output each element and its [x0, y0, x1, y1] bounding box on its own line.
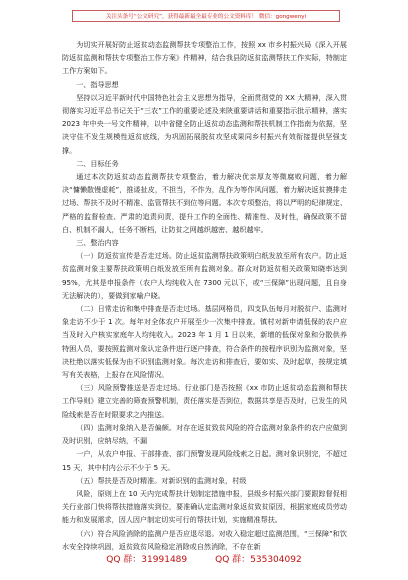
document-body — [62, 38, 347, 553]
body-paragraph: 坚持以习近平新时代中国特色社会主义思想为指导，全面贯彻党的 XX 大精神，深入贯彻落实习近平总书记关于“三农”工作的重要论述及来陕重要讲话和重要指示批示精神，落实 2023 年中央一号文件精神，以中省健全防止返贫动态监测和帮扶机制工作指南为依据，坚决守住不发生规模性返贫底线，为巩固拓展脱贫攻坚成果同乡村振兴有效衔接提供坚强支撑。 — [62, 92, 347, 155]
footer-contact — [0, 552, 408, 565]
body-paragraph: （四）监测对象纳入是否偏颇。对存在返贫致贫风险的符合监测对象条件的农户应做到及时识别，应纳尽纳，不漏 — [62, 422, 347, 446]
section-heading: 二、目标任务 — [76, 158, 119, 168]
body-paragraph: 一户，从农户申报、干部排查、部门预警发现风险线索之日起。测对象识别完，不超过 15 天，其中村内公示不少于 5 天。 — [62, 449, 347, 472]
body-paragraph: （六）符合风险消除的监测户是否应退尽退。对收入稳定超过监测范围，“三保障”和饮水安全持续巩固，返贫致贫风险稳定消除或自然消除，不存在新 — [62, 528, 347, 551]
intro-paragraph: 为切实开展好防止返贫动态监测帮扶专项整治工作，按照 xx 市乡村振兴局《深入开展防返贫监测和帮扶专项整治工作方案》件精神，结合我县防返贫监测帮扶工作实际，特制定工作方案如下。 — [62, 40, 347, 76]
body-paragraph: （五）帮扶是否及时精准。对新识别的监测对象，村级 — [76, 475, 247, 485]
body-paragraph: 通过本次防返贫动态监测帮扶专项整治，着力解决优亲厚友等微腐败问题，着力解决“慵懒散慢虚耗”，推诿扯皮，不担当，不作为，乱作为等作风问题，着力解决返贫摸排走过场、帮扶不及时不精准、监管帮扶不到位等问题。本次专项整治，将以严明的纪律规定、严格的监督检查、严肃的追责问责，提升工作的全面性、精准性、及时性，确保政策不留白、机制不漏人，任务不断档，让防贫之网越织越密、越织越牢。 — [62, 172, 347, 234]
section-heading: 三、整治内容 — [76, 238, 119, 248]
body-paragraph: （三）风险预警推送是否走过场。行业部门是否按照《xx 市防止返贫动态监测和帮扶工作导则》建立完善的筛查预警机制，责任落实是否到位，数据共享是否及时，已发生的风险线索是否在时限要求之内推送。 — [62, 383, 347, 419]
qq-group-1: QQ 群：31991489 — [106, 555, 188, 565]
body-paragraph: （二）日常走访和集中排查是否走过场。基层网格员，四支队伍每月对脱贫户、监测对象走访不少于 1 次。每年对全体农户开展至少一次集中排查。镇村对新申请低保的农户应当及时入户核实家庭年人均纯收入。2023 年 1 月 1 日以来，新增的低保对象和分散供养特困人员，要按照监测对象认定条件进行逐户排查，符合条件的按程序识别为监测对象，坚决杜绝以落实低保为由不识别监测对象。每次走访和排查后，要如实、及时起草，按规定填写有关表格，上报存在风险情况。 — [62, 304, 347, 380]
promo-banner: 关注头条号“公文研究”，获得最新最全最专业的公文资料库！ 微信：gongwenyi — [72, 10, 340, 22]
section-heading: 一、指导思想 — [76, 79, 119, 89]
qq-group-2: QQ 群：535304092 — [215, 555, 302, 565]
body-paragraph: （一）防返贫宣传是否走过场。防止返贫监测帮扶政策明白纸发放至所有农户。防止返贫监测对象主要帮扶政策明白纸发放至所有监测对象。群众对防返贫相关政策知晓率达到 95%，尤其是申报条件（农户人均纯收入在 7300 元以下，或“三保障”出现问题，且自身无法解决的），要做到家喻户晓。 — [62, 251, 347, 300]
body-paragraph: 风险，原则上在 10 天内完成帮扶计划制定措施申报，县级乡村振兴部门要跟踪督促相关行业部门快将帮扶措施落实到位，要准确认定监测对象返贫致贫原因，根据家庭成员劳动能力和发展需求，因人因户制定切实可行的帮扶计划，实施精准帮扶。 — [62, 488, 347, 525]
